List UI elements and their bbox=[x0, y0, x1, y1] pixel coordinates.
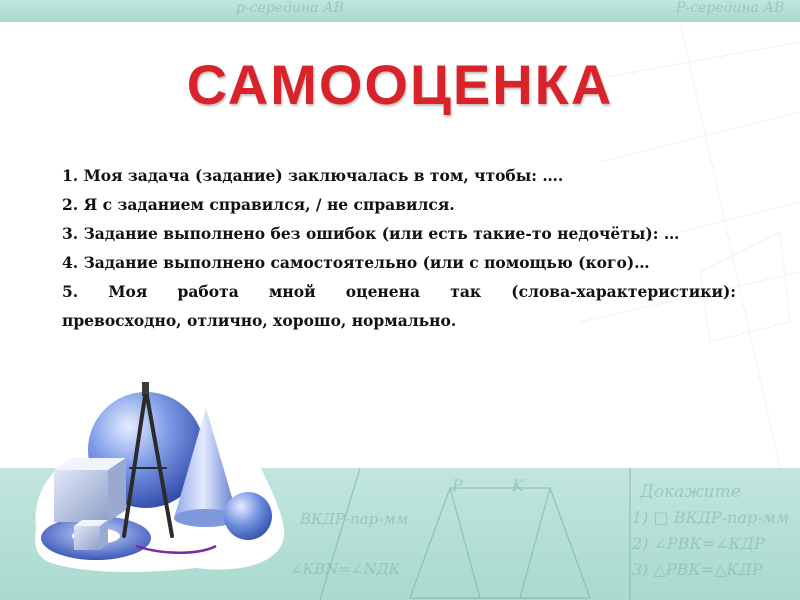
sketch-text-top-left: р-середина АВ bbox=[236, 0, 344, 16]
cube-shape bbox=[54, 458, 126, 522]
sketch-text-mid-1: ВКДР-пар-мм bbox=[300, 510, 409, 528]
sketch-text-bottom-2: 1) □ ВКДР-пар-мм bbox=[632, 508, 790, 527]
list-item: 1. Моя задача (задание) заключалась в том, чтобы: …. bbox=[62, 166, 564, 185]
small-sphere-shape bbox=[224, 492, 272, 540]
sketch-text-bottom-1: Докажите bbox=[640, 482, 741, 502]
sketch-text-mid-2: ∠КВN=∠NДК bbox=[290, 560, 401, 578]
geometric-shapes-illustration bbox=[26, 378, 296, 574]
list-item: 3. Задание выполнено без ошибок (или есть такие-то недочёты): … bbox=[62, 224, 680, 243]
list-item: 5. Моя работа мной оценена так (слова-характеристики): bbox=[62, 282, 736, 301]
sketch-letter-k: K bbox=[512, 476, 524, 495]
sketch-text-top-right: Р-середина АВ bbox=[676, 0, 785, 16]
self-assessment-list bbox=[62, 161, 736, 335]
sketch-letter-p: P bbox=[452, 476, 463, 495]
slide-title: САМООЦЕНКА bbox=[186, 53, 614, 116]
list-item-continuation: превосходно, отлично, хорошо, нормально. bbox=[62, 311, 457, 330]
list-item: 2. Я с заданием справился, / не справился. bbox=[62, 195, 455, 214]
small-cube-shape bbox=[74, 520, 108, 550]
list-item: 4. Задание выполнено самостоятельно (или с помощью (кого)… bbox=[62, 253, 650, 272]
sketch-text-bottom-4: 3) △РВК=△КДР bbox=[632, 560, 763, 579]
sketch-text-bottom-3: 2) ∠РВК=∠КДР bbox=[632, 534, 765, 553]
